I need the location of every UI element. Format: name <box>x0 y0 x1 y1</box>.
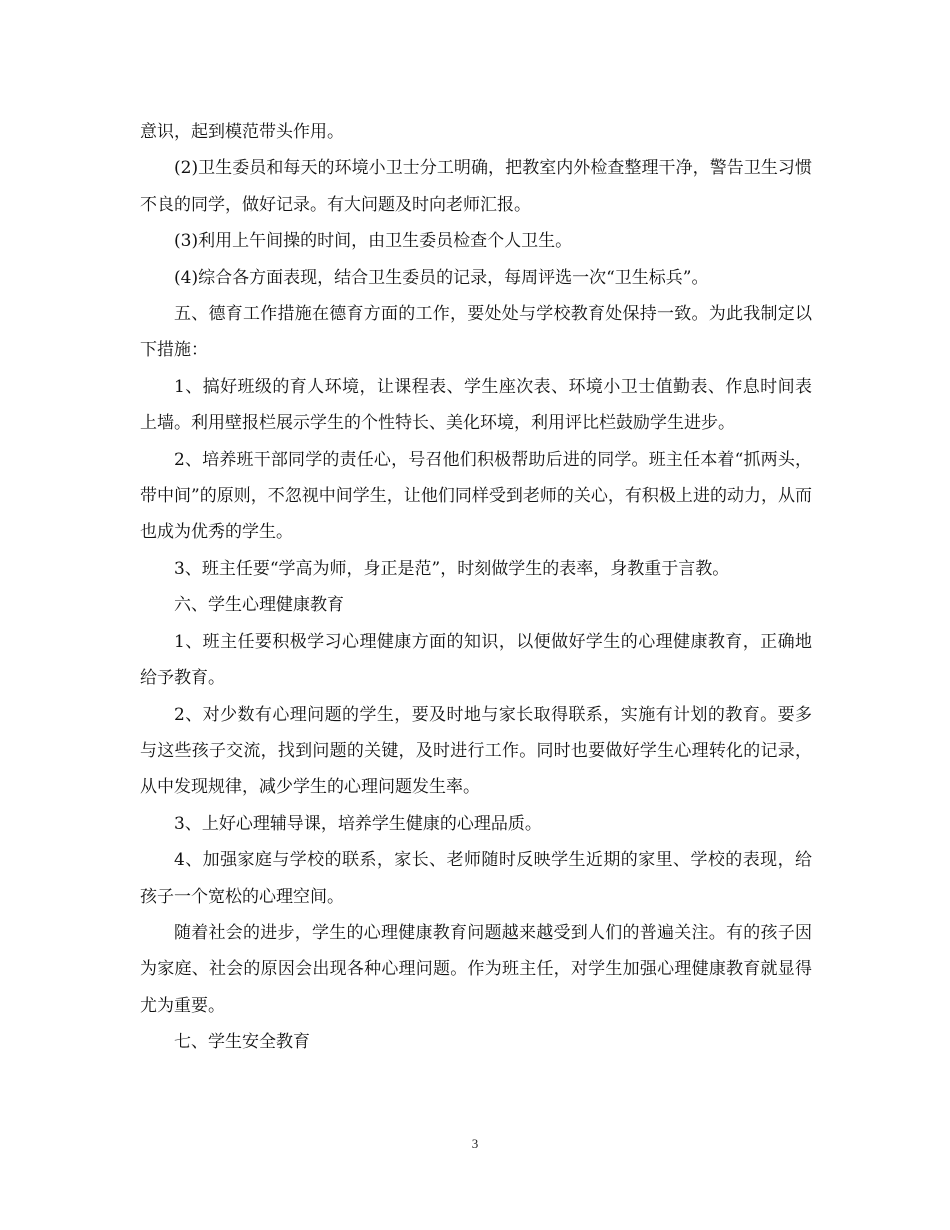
paragraph: 2、对少数有心理问题的学生，要及时地与家长取得联系，实施有计划的教育。要多与这些孩子交流，找到问题的关键，及时进行工作。同时也要做好学生心理转化的记录，从中发现规律，减少学生的心理问题发生率。 <box>140 704 812 798</box>
page-number: 3 <box>471 1136 479 1151</box>
paragraph: (2)卫生委员和每天的环境小卫士分工明确，把教室内外检查整理干净，警告卫生习惯不良的同学，做好记录。有大问题及时向老师汇报。 <box>140 158 812 215</box>
paragraph: 4、加强家庭与学校的联系，家长、老师随时反映学生近期的家里、学校的表现，给孩子一个宽松的心理空间。 <box>140 850 812 907</box>
paragraph: (3)利用上午间操的时间，由卫生委员检查个人卫生。 <box>174 231 573 252</box>
paragraph: 3、上好心理辅导课，培养学生健康的心理品质。 <box>174 813 542 834</box>
paragraph: 3、班主任要“学高为师，身正是范”，时刻做学生的表率，身教重于言教。 <box>174 558 730 579</box>
paragraph: 随着社会的进步，学生的心理健康教育问题越来越受到人们的普遍关注。有的孩子因为家庭、社会的原因会出现各种心理问题。作为班主任，对学生加强心理健康教育就显得尤为重要。 <box>140 922 812 1016</box>
body-text <box>140 114 812 1061</box>
paragraph-continuation: 意识，起到模范带头作用。 <box>140 122 344 142</box>
section-heading-6: 六、学生心理健康教育 <box>174 595 344 616</box>
paragraph: 1、搞好班级的育人环境，让课程表、学生座次表、环境小卫士值勤表、作息时间表上墙。利用壁报栏展示学生的个性特长、美化环境，利用评比栏鼓励学生进步。 <box>140 376 812 434</box>
paragraph: 2、培养班干部同学的责任心，号召他们积极帮助后进的同学。班主任本着“抓两头，带中间”的原则，不忽视中间学生，让他们同样受到老师的关心，有积极上进的动力，从而也成为优秀的学生。 <box>140 449 812 543</box>
section-heading-5: 五、德育工作措施在德育方面的工作，要处处与学校教育处保持一致。为此我制定以下措施： <box>140 304 812 361</box>
paragraph: (4)综合各方面表现，结合卫生委员的记录，每周评选一次“卫生标兵”。 <box>174 267 709 288</box>
paragraph: 1、班主任要积极学习心理健康方面的知识，以便做好学生的心理健康教育，正确地给予教育。 <box>140 631 812 689</box>
section-heading-7: 七、学生安全教育 <box>174 1032 310 1053</box>
